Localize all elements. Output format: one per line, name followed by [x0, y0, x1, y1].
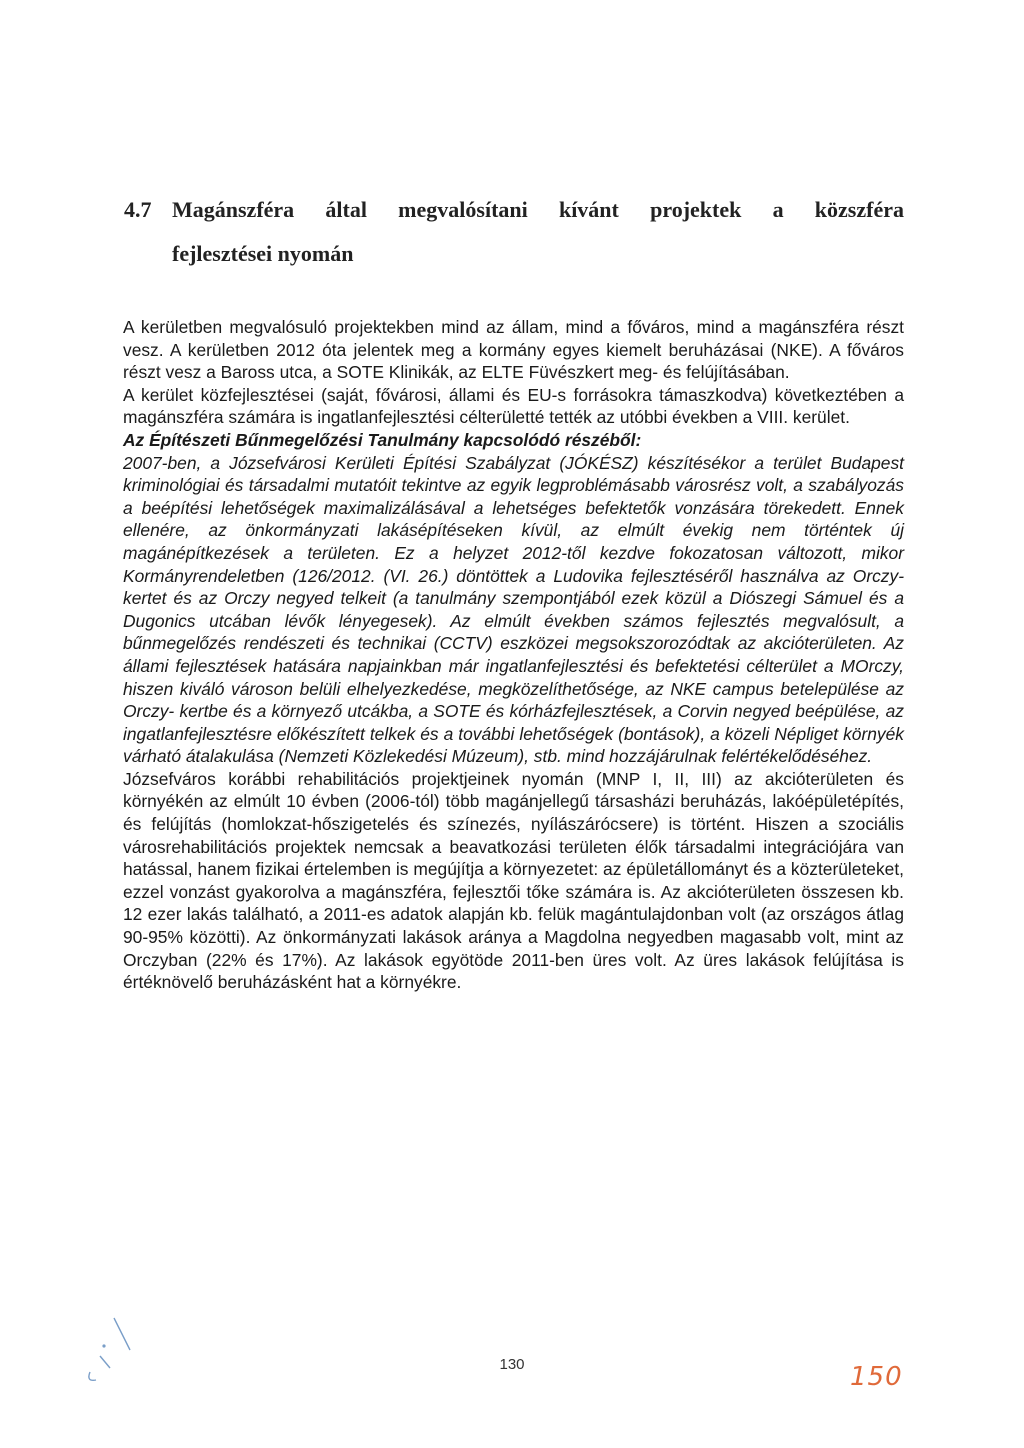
paragraph-1: A kerületben megvalósuló projektekben mind az állam, mind a főváros, mind a magánszféra részt vesz. A kerületben 2012 óta jelentek meg a kormány egyes kiemelt beruházásai (NKE). A főváros részt vesz a Baross utca, a SOTE Klinikák, az ELTE Füvészkert meg- és felújításában.	[123, 317, 904, 383]
section-heading	[124, 188, 904, 276]
page-number: 130	[499, 1356, 525, 1373]
heading-line-2: fejlesztései nyomán	[172, 241, 354, 266]
quote-title: Az Építészeti Bűnmegelőzési Tanulmány kapcsolódó részéből:	[123, 429, 642, 450]
heading-line-1	[124, 188, 904, 232]
section-number: 4.7	[124, 197, 152, 222]
heading-text-1: Magánszféra által megvalósítani kívánt projektek a közszféra	[172, 197, 904, 222]
paragraph-3: Józsefváros korábbi rehabilitációs projektjeinek nyomán (MNP I, II, III) az akcióterületen és környékén az elmúlt 10 évben (2006-tól) több magánjellegű társasházi beruházás, lakóépületépítés, és felújítás (homlokzat-hőszigetelés és színezés, nyílászárócsere) is történt. Hiszen a szociális városrehabilitációs projektek nemcsak a beavatkozási területen élők társadalmi integrációjára van hatással, hanem fizikai értelemben is megújítja a környezetet: az épületállományt és a közterületeket, ezzel vonzást gyakorolva a magánszféra, fejlesztői tőke számára is. Az akcióterületen összesen kb. 12 ezer lakás található, a 2011-es adatok alapján kb. felük magántulajdonban volt (az országos átlag 90-95% közötti). Az önkormányzati lakások aránya a Magdolna negyedben magasabb volt, mint az Orczyban (22% és 17%). Az lakások egyötöde 2011-ben üres volt. Az üres lakások felújítása is értéknövelő beruházásként hat a környékre.	[123, 768, 904, 993]
handwritten-page-number: 150	[850, 1362, 903, 1392]
pen-mark-icon	[70, 1310, 150, 1390]
quote-body: 2007-ben, a Józsefvárosi Kerületi Építési Szabályzat (JÓKÉSZ) készítésékor a terület Budapest kriminológiai és társadalmi mutatóit tekintve az egyik legproblémásabb városrész volt, a szabályozás a beépítési lehetőségek maximalizálásával a lehetséges befektetők vonzására törekedett. Ennek ellenére, az önkormányzati lakásépítéseken kívül, az elmúlt évekig nem történtek új magánépítkezések a területen. Ez a helyzet 2012-től kezdve fokozatosan változott, mikor Kormányrendeletben (126/2012. (VI. 26.) döntöttek a Ludovika fejlesztéséről használva az Orczy-kertet és az Orczy negyed telkeit (a tanulmány szempontjából ezek közül a Diószegi Sámuel és a Dugonics utcában lévők lényegesek). Az elmúlt években számos fejlesztés megvalósult, a bűnmegelőzés rendészeti és technikai (CCTV) eszközei megsokszorozódtak az akcióterületen. Az állami fejlesztések hatására napjainkban már ingatlanfejlesztési és befektetési célterület a MOrczy, hiszen kiváló városon belüli elhelyezkedése, megközelíthetősége, az NKE campus betelepülése az Orczy- kertbe és a környező utcákba, a SOTE és kórházfejlesztések, a Corvin negyed beépülése, az ingatlanfejlesztésre előkészített telkek és a további lehetőségek (bontások), a közeli Népliget környék várható átalakulása (Nemzeti Közlekedési Múzeum), stb. mind hozzájárulnak felértékelődéséhez.	[123, 452, 904, 767]
body-text	[123, 316, 904, 994]
paragraph-2: A kerület közfejlesztései (saját, fővárosi, állami és EU-s forrásokra támaszkodva) következtében a magánszféra számára is ingatlanfejlesztési célterületté tették az utóbbi években a VIII. kerület.	[123, 384, 904, 428]
